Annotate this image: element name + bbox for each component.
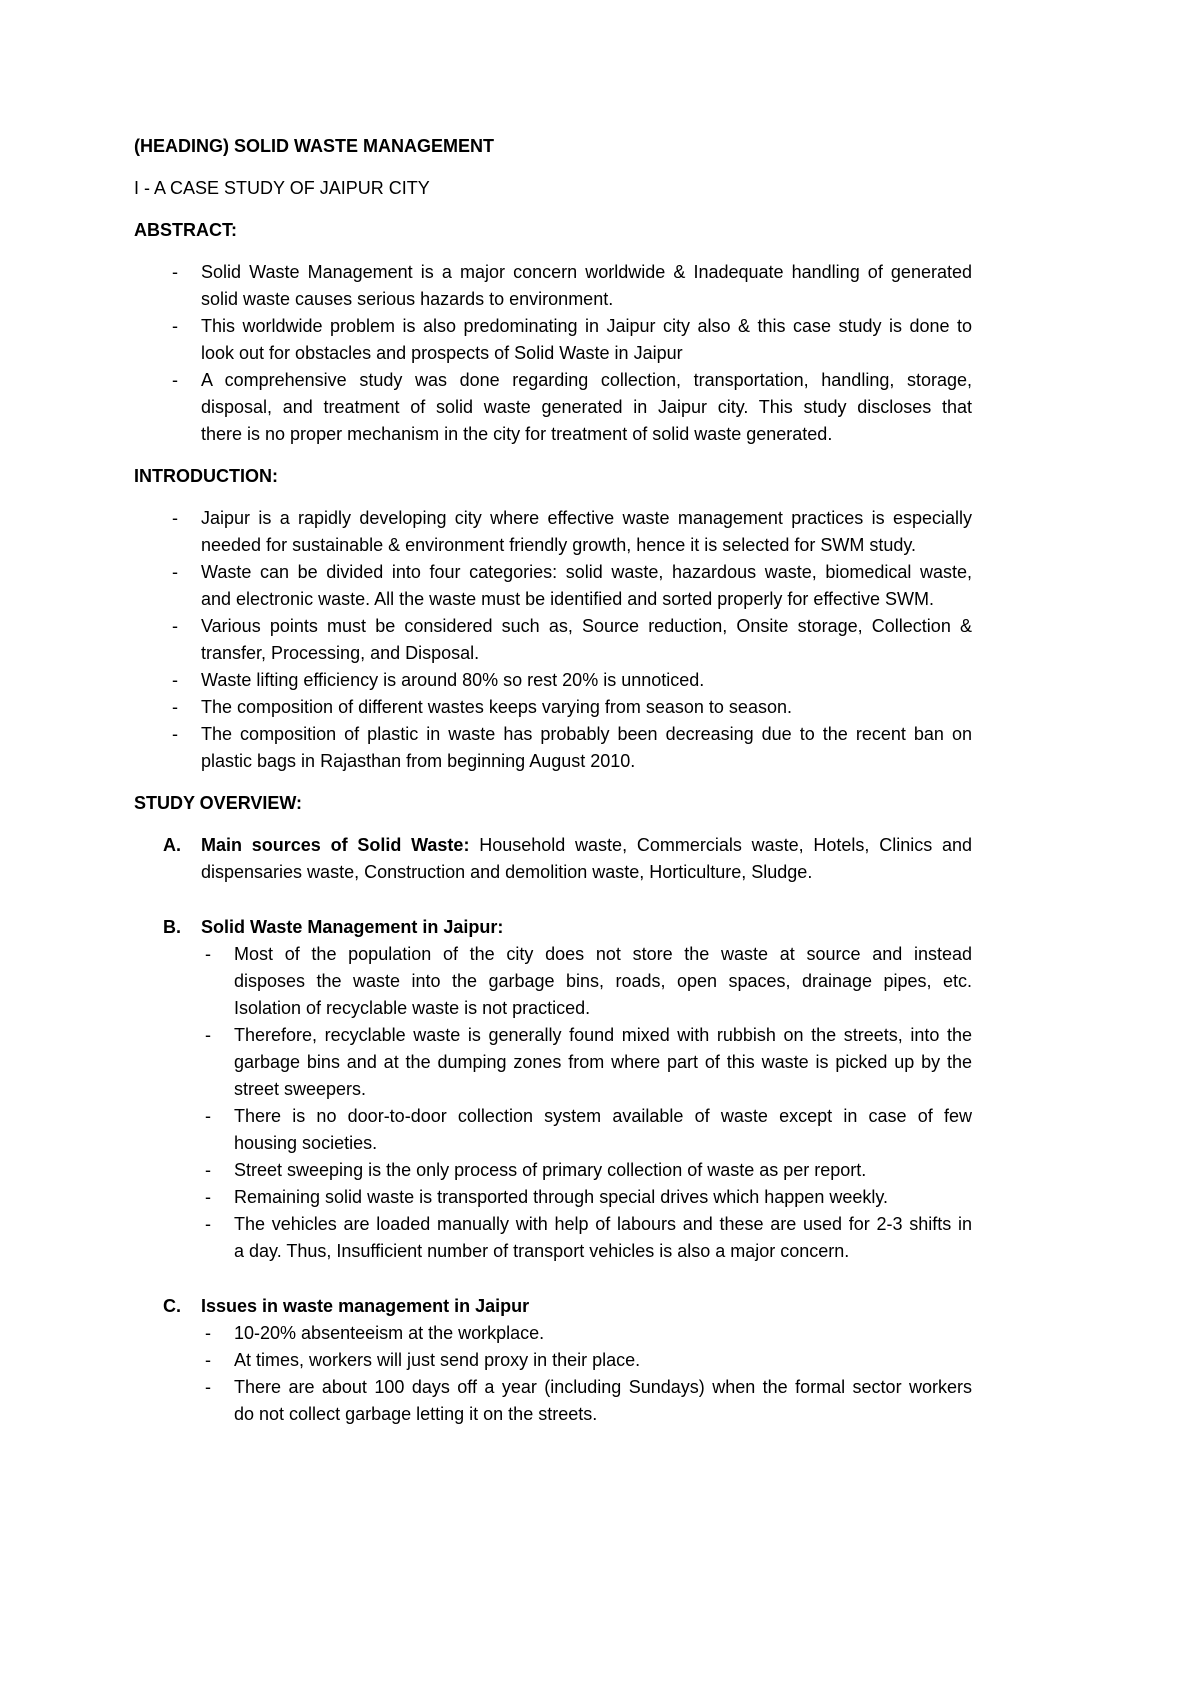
introduction-item (134, 505, 972, 559)
text-span: Household waste, Commercials waste, Hotels, Clinics and (479, 835, 972, 855)
text-line (201, 832, 972, 859)
text-line: do not collect garbage letting it on the streets. (234, 1404, 598, 1424)
text-line: transfer, Processing, and Disposal. (201, 643, 480, 663)
abstract-title: ABSTRACT: (134, 220, 237, 240)
text-line: dispensaries waste, Construction and demolition waste, Horticulture, Sludge. (201, 862, 813, 882)
bullet-dash: - (172, 670, 178, 690)
text-line: Isolation of recyclable waste is not practiced. (234, 998, 591, 1018)
text-line: The vehicles are loaded manually with help of labours and these are used for 2-3 shifts in (234, 1214, 972, 1234)
text-line: Most of the population of the city does not store the waste at source and instead (234, 944, 972, 964)
sub-item (201, 1320, 972, 1347)
text-line: Jaipur is a rapidly developing city where effective waste management practices is especially (201, 508, 972, 528)
text-line: 10-20% absenteeism at the workplace. (234, 1323, 545, 1343)
bullet-dash: - (205, 944, 211, 964)
sub-item (201, 941, 972, 1022)
overview-section-b (134, 914, 972, 1265)
text-line: Street sweeping is the only process of primary collection of waste as per report. (234, 1160, 867, 1180)
text-line: Remaining solid waste is transported through special drives which happen weekly. (234, 1187, 889, 1207)
text-line: look out for obstacles and prospects of Solid Waste in Jaipur (201, 343, 683, 363)
bullet-dash: - (172, 616, 178, 636)
section-label: Issues in waste management in Jaipur (201, 1296, 530, 1316)
text-line: There is no door-to-door collection system available of waste except in case of few (234, 1106, 972, 1126)
bullet-dash: - (172, 370, 178, 390)
section-marker: C. (163, 1296, 181, 1316)
text-line: At times, workers will just send proxy in their place. (234, 1350, 641, 1370)
text-line: The composition of different wastes keeps varying from season to season. (201, 697, 792, 717)
abstract-item (134, 313, 972, 367)
bullet-dash: - (172, 724, 178, 744)
text-line: Waste can be divided into four categories: solid waste, hazardous waste, biomedical waste, (201, 562, 972, 582)
sub-item (201, 1184, 972, 1211)
text-line: solid waste causes serious hazards to environment. (201, 289, 614, 309)
introduction-item (134, 613, 972, 667)
abstract-item (134, 367, 972, 448)
introduction-list (134, 505, 972, 775)
abstract-list (134, 259, 972, 448)
bullet-dash: - (172, 316, 178, 336)
bullet-dash: - (172, 697, 178, 717)
introduction-item (134, 721, 972, 775)
section-marker: A. (163, 835, 181, 855)
introduction-item (134, 559, 972, 613)
sub-item (201, 1103, 972, 1157)
sub-item (201, 1347, 972, 1374)
text-line: disposal, and treatment of solid waste generated in Jaipur city. This study discloses that (201, 397, 972, 417)
document-heading: (HEADING) SOLID WASTE MANAGEMENT (134, 136, 494, 156)
text-line: garbage bins and at the dumping zones from where part of this waste is picked up by the (234, 1052, 972, 1072)
bullet-dash: - (205, 1323, 211, 1343)
text-line: Waste lifting efficiency is around 80% so rest 20% is unnoticed. (201, 670, 705, 690)
text-line: disposes the waste into the garbage bins, roads, open spaces, drainage pipes, etc. (234, 971, 972, 991)
text-line: and electronic waste. All the waste must be identified and sorted properly for effective SWM. (201, 589, 935, 609)
bullet-dash: - (205, 1160, 211, 1180)
bullet-dash: - (172, 262, 178, 282)
text-line: needed for sustainable & environment friendly growth, hence it is selected for SWM study. (201, 535, 917, 555)
section-label: Main sources of Solid Waste: (201, 835, 470, 855)
text-line: Therefore, recyclable waste is generally found mixed with rubbish on the streets, into the (234, 1025, 972, 1045)
section-label: Solid Waste Management in Jaipur: (201, 917, 504, 937)
introduction-title: INTRODUCTION: (134, 466, 278, 486)
section-marker: B. (163, 917, 181, 937)
text-line: Solid Waste Management is a major concern worldwide & Inadequate handling of generated (201, 262, 972, 282)
abstract-item (134, 259, 972, 313)
text-line: a day. Thus, Insufficient number of transport vehicles is also a major concern. (234, 1241, 850, 1261)
text-line: A comprehensive study was done regarding collection, transportation, handling, storage, (201, 370, 972, 390)
document-subtitle: I - A CASE STUDY OF JAIPUR CITY (134, 178, 430, 198)
text-line: This worldwide problem is also predominating in Jaipur city also & this case study is done to (201, 316, 972, 336)
bullet-dash: - (205, 1377, 211, 1397)
overview-section-c (134, 1293, 972, 1428)
introduction-item (134, 667, 972, 694)
bullet-dash: - (205, 1025, 211, 1045)
text-line: housing societies. (234, 1133, 378, 1153)
text-line: plastic bags in Rajasthan from beginning August 2010. (201, 751, 636, 771)
overview-section-a (134, 832, 972, 886)
bullet-dash: - (205, 1214, 211, 1234)
bullet-dash: - (205, 1187, 211, 1207)
sub-item (201, 1211, 972, 1265)
bullet-dash: - (172, 508, 178, 528)
study-overview-title: STUDY OVERVIEW: (134, 793, 303, 813)
bullet-dash: - (172, 562, 178, 582)
bullet-dash: - (205, 1106, 211, 1126)
text-line: there is no proper mechanism in the city for treatment of solid waste generated. (201, 424, 833, 444)
text-line: The composition of plastic in waste has probably been decreasing due to the recent ban on (201, 724, 972, 744)
sub-item (201, 1374, 972, 1428)
sub-item (201, 1157, 972, 1184)
text-line: street sweepers. (234, 1079, 367, 1099)
text-line: There are about 100 days off a year (including Sundays) when the formal sector workers (234, 1377, 972, 1397)
introduction-item (134, 694, 972, 721)
text-line: Various points must be considered such as, Source reduction, Onsite storage, Collection & (201, 616, 972, 636)
sub-item (201, 1022, 972, 1103)
bullet-dash: - (205, 1350, 211, 1370)
